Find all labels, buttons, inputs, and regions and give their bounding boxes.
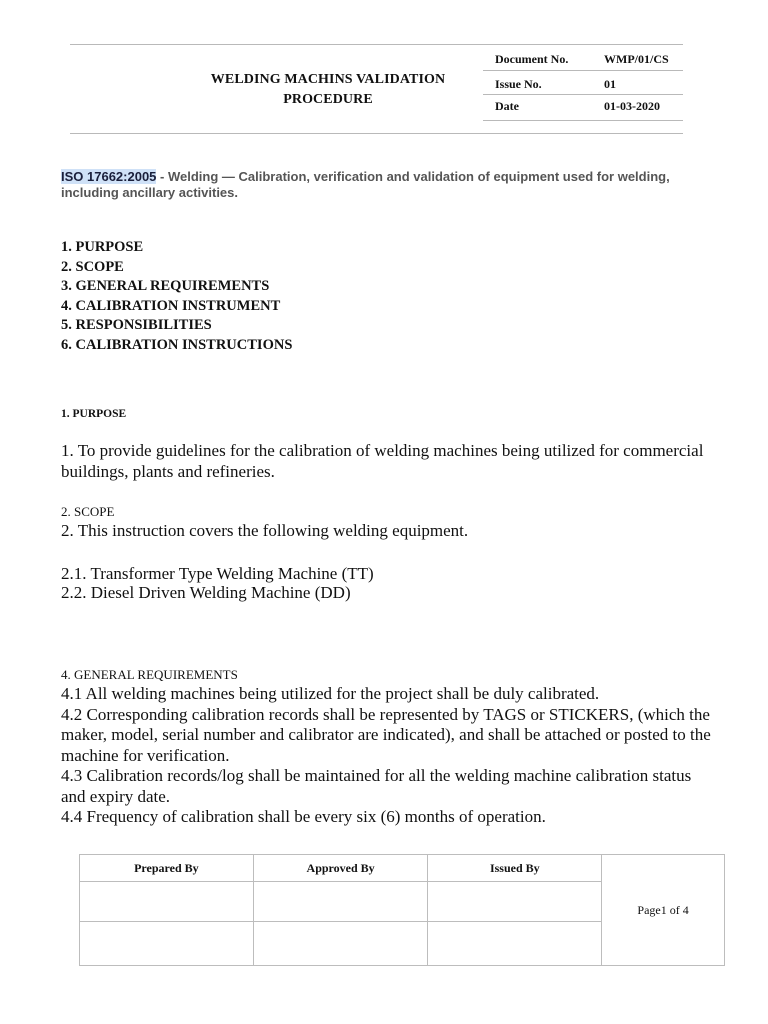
scope-text: 2. This instruction covers the following welding equipment.	[61, 521, 469, 540]
document-meta-table	[483, 44, 683, 121]
meta-label-issue-no: Issue No.	[495, 77, 542, 91]
requirement-item: 4.2 Corresponding calibration records shall be represented by TAGS or STICKERS, (which the maker, model, serial number and calibrator are indicated), and shall be attached or posted to the machine for verification.	[61, 704, 711, 765]
meta-value-issue-no: 01	[604, 77, 616, 91]
prepared-by-name-cell	[80, 922, 254, 966]
purpose-heading: 1. PURPOSE	[61, 408, 127, 420]
document-title	[170, 70, 486, 110]
meta-row-divider	[483, 70, 683, 71]
approved-by-signature-cell	[253, 882, 428, 922]
requirement-item: 4.1 All welding machines being utilized for the project shall be duly calibrated.	[61, 684, 600, 703]
purpose-text: 1. To provide guidelines for the calibration of welding machines being utilized for commercial buildings, plants and refineries.	[61, 441, 704, 481]
approved-by-name-cell	[253, 922, 428, 966]
document-title-line2: PROCEDURE	[283, 92, 373, 107]
toc-item: 3. GENERAL REQUIREMENTS	[61, 278, 270, 294]
scope-heading: 2. SCOPE	[61, 504, 115, 519]
meta-value-document-no: WMP/01/CS	[604, 52, 669, 66]
scope-item: 2.2. Diesel Driven Welding Machine (DD)	[61, 583, 351, 602]
prepared-by-signature-cell	[80, 882, 254, 922]
meta-row-divider	[483, 120, 683, 121]
iso-description: - Welding — Calibration, verification and validation of equipment used for welding, including ancillary activities.	[61, 169, 670, 200]
document-title-line1: WELDING MACHINS VALIDATION	[210, 72, 446, 87]
meta-label-document-no: Document No.	[495, 52, 569, 66]
issued-by-header: Issued By	[428, 855, 602, 882]
prepared-by-header: Prepared By	[80, 855, 254, 882]
toc-item: 5. RESPONSIBILITIES	[61, 317, 212, 333]
scope-item: 2.1. Transformer Type Welding Machine (TT)	[61, 564, 374, 583]
toc-item: 4. CALIBRATION INSTRUMENT	[61, 297, 281, 314]
signature-table	[79, 854, 725, 966]
toc-item: 1. PURPOSE	[61, 239, 144, 255]
approved-by-header: Approved By	[253, 855, 428, 882]
iso-reference	[61, 169, 721, 201]
table-of-contents	[61, 238, 292, 355]
meta-label-date: Date	[495, 99, 519, 113]
requirement-item: 4.4 Frequency of calibration shall be every six (6) months of operation.	[61, 807, 546, 826]
general-requirements-list	[61, 684, 713, 828]
issued-by-name-cell	[428, 922, 602, 966]
requirement-item: 4.3 Calibration records/log shall be maintained for all the welding machine calibration status and expiry date.	[61, 766, 692, 806]
general-requirements-heading: 4. GENERAL REQUIREMENTS	[61, 667, 238, 682]
page-number: Page1 of 4	[602, 855, 725, 966]
header-bottom-rule	[70, 133, 683, 134]
meta-value-date: 01-03-2020	[604, 99, 660, 113]
iso-code: ISO 17662:2005	[61, 169, 157, 184]
toc-item: 2. SCOPE	[61, 258, 124, 275]
meta-row-divider	[483, 94, 683, 95]
issued-by-signature-cell	[428, 882, 602, 922]
toc-item: 6. CALIBRATION INSTRUCTIONS	[61, 336, 293, 353]
